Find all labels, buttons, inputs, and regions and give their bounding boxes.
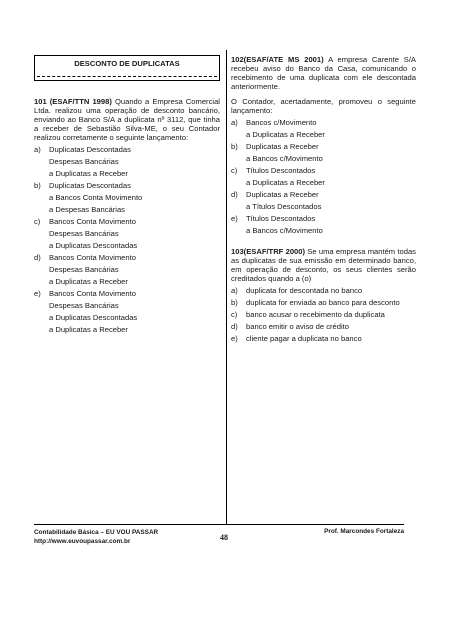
q102-option-d: d) Duplicatas a Receber: [231, 190, 319, 199]
q101-option-c-line: Despesas Bancárias: [49, 229, 119, 238]
footer-author: Prof. Marcondes Fortaleza: [324, 528, 404, 535]
section-title: DESCONTO DE DUPLICATAS: [74, 59, 180, 68]
page-number: 48: [220, 533, 228, 542]
question-102-text2: O Contador, acertadamente, promoveu o seguinte lançamento:: [231, 97, 416, 115]
question-101-text: Quando a Empresa Comercial Ltda. realizou uma operação de desconto bancário, enviando ao Banco S/A a duplicata nº 3112, que tinha a receber de Sebastião Silva-ME, o seu Contador realizou corretamente o seguinte lançamento:: [34, 97, 220, 142]
footer-rule: [34, 524, 404, 525]
q101-option-a-line: a Duplicatas a Receber: [49, 169, 128, 178]
q103-option-c: c) banco acusar o recebimento da duplicata: [231, 310, 385, 319]
q102-option-b: b) Duplicatas a Receber: [231, 142, 319, 151]
q101-option-a: a) Duplicatas Descontadas: [34, 145, 131, 154]
q101-option-e: e) Bancos Conta Movimento: [34, 289, 136, 298]
q103-option-e: e) cliente pagar a duplicata no banco: [231, 334, 362, 343]
question-103-text: Se uma empresa mantém todas as duplicatas de sua emissão em determinado banco, em operação de desconto, os seus clientes serão creditados quando a (o): [231, 247, 416, 283]
q103-option-a: a) duplicata for descontada no banco: [231, 286, 363, 295]
q102-option-d-line: a Títulos Descontados: [246, 202, 322, 211]
question-103-stem: [231, 247, 416, 283]
q101-option-b-line: a Bancos Conta Movimento: [49, 193, 143, 202]
q102-option-a-line: a Duplicatas a Receber: [246, 130, 325, 139]
q101-option-c-line: a Duplicatas Descontadas: [49, 241, 138, 250]
q101-option-d-line: Despesas Bancárias: [49, 265, 119, 274]
footer-url: http://www.euvoupassar.com.br: [34, 538, 131, 545]
q103-option-d: d) banco emitir o aviso de crédito: [231, 322, 349, 331]
q101-option-e-line: a Duplicatas Descontadas: [49, 313, 138, 322]
q101-option-b-line: a Despesas Bancárias: [49, 205, 125, 214]
q102-option-c: c) Títulos Descontados: [231, 166, 316, 175]
question-101-number: 101 (ESAF/TTN 1998): [34, 97, 112, 106]
q101-option-d-line: a Duplicatas a Receber: [49, 277, 128, 286]
q101-option-d: d) Bancos Conta Movimento: [34, 253, 136, 262]
column-divider: [226, 50, 227, 524]
section-title-box: [34, 55, 220, 81]
q103-option-b: b) duplicata for enviada ao banco para desconto: [231, 298, 400, 307]
question-102-stem: [231, 55, 416, 91]
q102-option-c-line: a Duplicatas a Receber: [246, 178, 325, 187]
q102-option-a: a) Bancos c/Movimento: [231, 118, 317, 127]
title-dashed-rule: [37, 76, 217, 77]
right-column: [231, 55, 416, 343]
q101-option-e-line: a Duplicatas a Receber: [49, 325, 128, 334]
q101-option-a-line: Despesas Bancárias: [49, 157, 119, 166]
q101-option-e-line: Despesas Bancárias: [49, 301, 119, 310]
q101-option-c: c) Bancos Conta Movimento: [34, 217, 136, 226]
question-103-number: 103(ESAF/TRF 2000): [231, 247, 306, 256]
footer-left: [34, 528, 158, 546]
question-101-stem: [34, 97, 220, 142]
q102-option-b-line: a Bancos c/Movimento: [246, 154, 323, 163]
question-102-number: 102(ESAF/ATE MS 2001): [231, 55, 324, 64]
footer-course-title: Contabilidade Básica – EU VOU PASSAR: [34, 529, 159, 536]
question-102-text: A empresa Carente S/A recebeu aviso do Banco da Casa, comunicando o recebimento de uma duplicata com ele descontada anteriormente.: [231, 55, 416, 91]
q102-option-e: e) Títulos Descontados: [231, 214, 316, 223]
q101-option-b: b) Duplicatas Descontadas: [34, 181, 131, 190]
q102-option-e-line: a Bancos c/Movimento: [246, 226, 323, 235]
left-column: [34, 55, 220, 334]
